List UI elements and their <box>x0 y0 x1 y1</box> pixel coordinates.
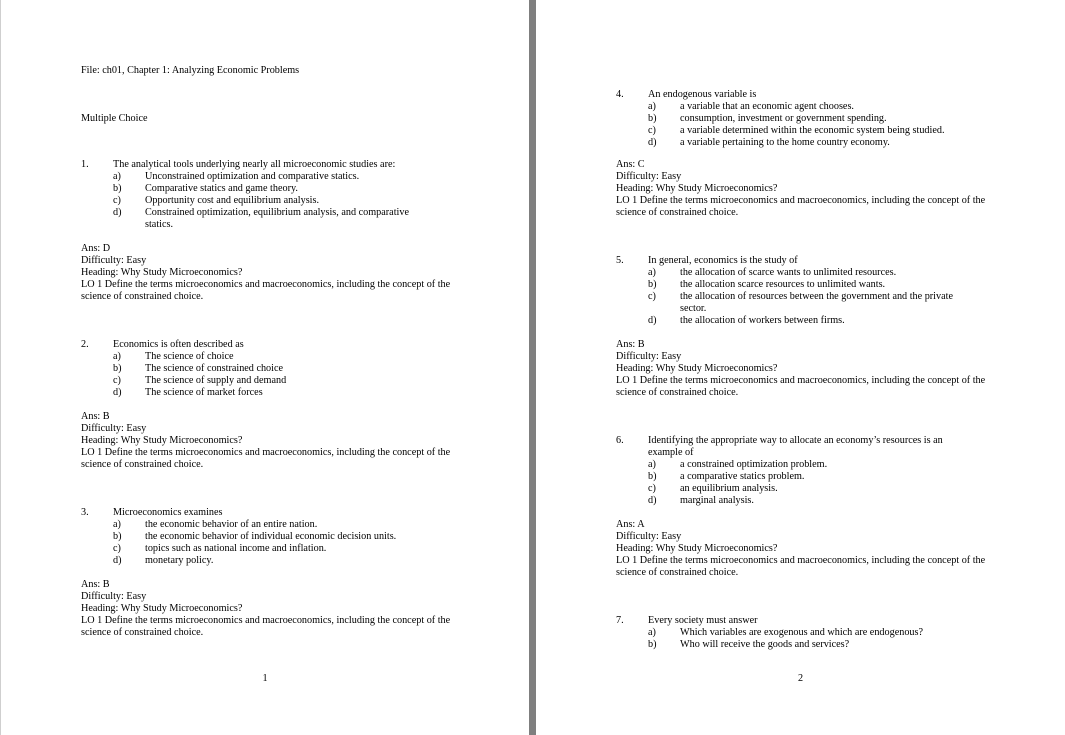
option <box>648 291 966 315</box>
option-letter: d) <box>113 207 122 218</box>
option-letter: d) <box>648 495 657 506</box>
option-text: marginal analysis. <box>680 495 754 506</box>
option <box>648 483 966 495</box>
option <box>648 627 966 639</box>
option <box>113 555 441 567</box>
answer: Ans: A <box>616 519 645 530</box>
option-text: the allocation of scarce wants to unlimited resources. <box>680 267 897 278</box>
heading: Heading: Why Study Microeconomics? <box>81 603 243 614</box>
option <box>648 459 966 471</box>
difficulty: Difficulty: Easy <box>616 531 682 542</box>
learning-objective: LO 1 Define the terms microeconomics and macroeconomics, including the concept of the science of constrained choice. <box>81 447 451 470</box>
answer: Ans: D <box>81 243 111 254</box>
option <box>648 137 966 149</box>
option <box>113 351 441 363</box>
option-text: the allocation of workers between firms. <box>680 315 845 326</box>
option-text: the economic behavior of an entire nation. <box>145 519 318 530</box>
options-list <box>113 171 441 231</box>
option-letter: b) <box>113 531 122 542</box>
answer-block-1 <box>81 243 451 303</box>
question-number: 1. <box>81 159 89 170</box>
option-text: the economic behavior of individual economic decision units. <box>145 531 397 542</box>
option-text: an equilibrium analysis. <box>680 483 778 494</box>
option-text: Who will receive the goods and services? <box>680 639 850 650</box>
question-text: Economics is often described as <box>113 339 244 350</box>
option-text: Comparative statics and game theory. <box>145 183 298 194</box>
file-header: File: ch01, Chapter 1: Analyzing Economic Problems <box>81 65 300 76</box>
learning-objective: LO 1 Define the terms microeconomics and macroeconomics, including the concept of the science of constrained choice. <box>81 615 451 638</box>
option-letter: d) <box>113 555 122 566</box>
answer-block-4 <box>616 159 986 219</box>
option-letter: a) <box>113 351 121 362</box>
answer: Ans: B <box>81 411 110 422</box>
heading: Heading: Why Study Microeconomics? <box>616 543 778 554</box>
difficulty: Difficulty: Easy <box>81 591 147 602</box>
difficulty: Difficulty: Easy <box>616 171 682 182</box>
question-5 <box>616 255 966 327</box>
page-number: 2 <box>797 673 804 684</box>
option-letter: a) <box>648 627 656 638</box>
option-letter: b) <box>648 279 657 290</box>
page-1 <box>0 0 529 735</box>
heading: Heading: Why Study Microeconomics? <box>81 267 243 278</box>
learning-objective: LO 1 Define the terms microeconomics and macroeconomics, including the concept of the science of constrained choice. <box>616 555 986 578</box>
option-letter: d) <box>113 387 122 398</box>
answer: Ans: C <box>616 159 645 170</box>
question-6 <box>616 435 966 507</box>
option <box>113 207 441 231</box>
option-letter: a) <box>113 171 121 182</box>
option-letter: b) <box>648 113 657 124</box>
answer-block-3 <box>81 579 451 639</box>
option-letter: c) <box>648 125 656 136</box>
option <box>113 543 441 555</box>
option-text: Which variables are exogenous and which are endogenous? <box>680 627 923 638</box>
heading: Heading: Why Study Microeconomics? <box>81 435 243 446</box>
page-gutter <box>529 0 536 735</box>
question-number: 3. <box>81 507 89 518</box>
learning-objective: LO 1 Define the terms microeconomics and macroeconomics, including the concept of the science of constrained choice. <box>616 375 986 398</box>
question-3 <box>81 507 441 567</box>
options-list <box>113 519 441 567</box>
option-letter: b) <box>648 639 657 650</box>
option-letter: b) <box>648 471 657 482</box>
option-text: The science of constrained choice <box>145 363 284 374</box>
options-list <box>648 459 966 507</box>
option <box>648 495 966 507</box>
option-text: consumption, investment or government spending. <box>680 113 887 124</box>
question-text: Microeconomics examines <box>113 507 223 518</box>
option-text: a variable determined within the economic system being studied. <box>680 125 945 136</box>
question-text: Every society must answer <box>648 615 758 626</box>
answer-block-2 <box>81 411 451 471</box>
heading: Heading: Why Study Microeconomics? <box>616 183 778 194</box>
option <box>113 363 441 375</box>
option <box>648 125 966 137</box>
page-2 <box>536 0 1065 735</box>
page-number: 1 <box>262 673 268 684</box>
answer-block-6 <box>616 519 986 579</box>
option-letter: d) <box>648 315 657 326</box>
option-letter: c) <box>648 483 656 494</box>
option <box>113 375 441 387</box>
options-list <box>648 267 966 327</box>
option <box>648 267 966 279</box>
question-number: 4. <box>616 89 624 100</box>
option-letter: c) <box>648 291 656 302</box>
option <box>113 519 441 531</box>
question-1 <box>81 159 441 231</box>
difficulty: Difficulty: Easy <box>81 255 147 266</box>
learning-objective: LO 1 Define the terms microeconomics and macroeconomics, including the concept of the science of constrained choice. <box>81 279 451 302</box>
option-letter: b) <box>113 183 122 194</box>
options-list <box>648 627 966 651</box>
difficulty: Difficulty: Easy <box>616 351 682 362</box>
option <box>648 113 966 125</box>
question-number: 7. <box>616 615 624 626</box>
heading: Heading: Why Study Microeconomics? <box>616 363 778 374</box>
question-7 <box>616 615 966 651</box>
question-text: The analytical tools underlying nearly all microeconomic studies are: <box>113 159 396 170</box>
question-number: 6. <box>616 435 624 446</box>
option-letter: b) <box>113 363 122 374</box>
answer: Ans: B <box>616 339 645 350</box>
option <box>113 531 441 543</box>
question-text: In general, economics is the study of <box>648 255 798 266</box>
question-number: 5. <box>616 255 624 266</box>
learning-objective: LO 1 Define the terms microeconomics and macroeconomics, including the concept of the science of constrained choice. <box>616 195 986 218</box>
option-letter: c) <box>113 195 121 206</box>
option-text: Constrained optimization, equilibrium analysis, and comparative statics. <box>145 207 409 230</box>
option <box>648 101 966 113</box>
option <box>113 387 441 399</box>
option-text: Unconstrained optimization and comparative statics. <box>145 171 360 182</box>
option-letter: a) <box>648 101 656 112</box>
option <box>113 171 441 183</box>
option <box>113 195 441 207</box>
answer: Ans: B <box>81 579 110 590</box>
option-letter: a) <box>648 267 656 278</box>
option-text: a constrained optimization problem. <box>680 459 828 470</box>
option <box>648 639 966 651</box>
option-text: a comparative statics problem. <box>680 471 805 482</box>
question-4 <box>616 89 966 149</box>
question-text: An endogenous variable is <box>648 89 757 100</box>
option-letter: c) <box>113 543 121 554</box>
option <box>648 315 966 327</box>
answer-block-5 <box>616 339 986 399</box>
option <box>113 183 441 195</box>
option <box>648 471 966 483</box>
option-text: The science of choice <box>145 351 234 362</box>
option-text: a variable that an economic agent chooses. <box>680 101 854 112</box>
option-text: topics such as national income and inflation. <box>145 543 327 554</box>
section-title: Multiple Choice <box>81 113 148 124</box>
option-text: a variable pertaining to the home country economy. <box>680 137 890 148</box>
option <box>648 279 966 291</box>
option-letter: a) <box>113 519 121 530</box>
question-number: 2. <box>81 339 89 350</box>
option-text: The science of market forces <box>145 387 263 398</box>
option-text: monetary policy. <box>145 555 214 566</box>
option-letter: d) <box>648 137 657 148</box>
options-list <box>113 351 441 399</box>
option-text: Opportunity cost and equilibrium analysis. <box>145 195 320 206</box>
difficulty: Difficulty: Easy <box>81 423 147 434</box>
option-text: the allocation of resources between the government and the private sector. <box>680 291 953 314</box>
question-text: Identifying the appropriate way to allocate an economy’s resources is an example of <box>648 435 943 458</box>
options-list <box>648 101 966 149</box>
question-2 <box>81 339 441 399</box>
option-text: the allocation scarce resources to unlimited wants. <box>680 279 886 290</box>
option-letter: a) <box>648 459 656 470</box>
option-text: The science of supply and demand <box>145 375 287 386</box>
option-letter: c) <box>113 375 121 386</box>
